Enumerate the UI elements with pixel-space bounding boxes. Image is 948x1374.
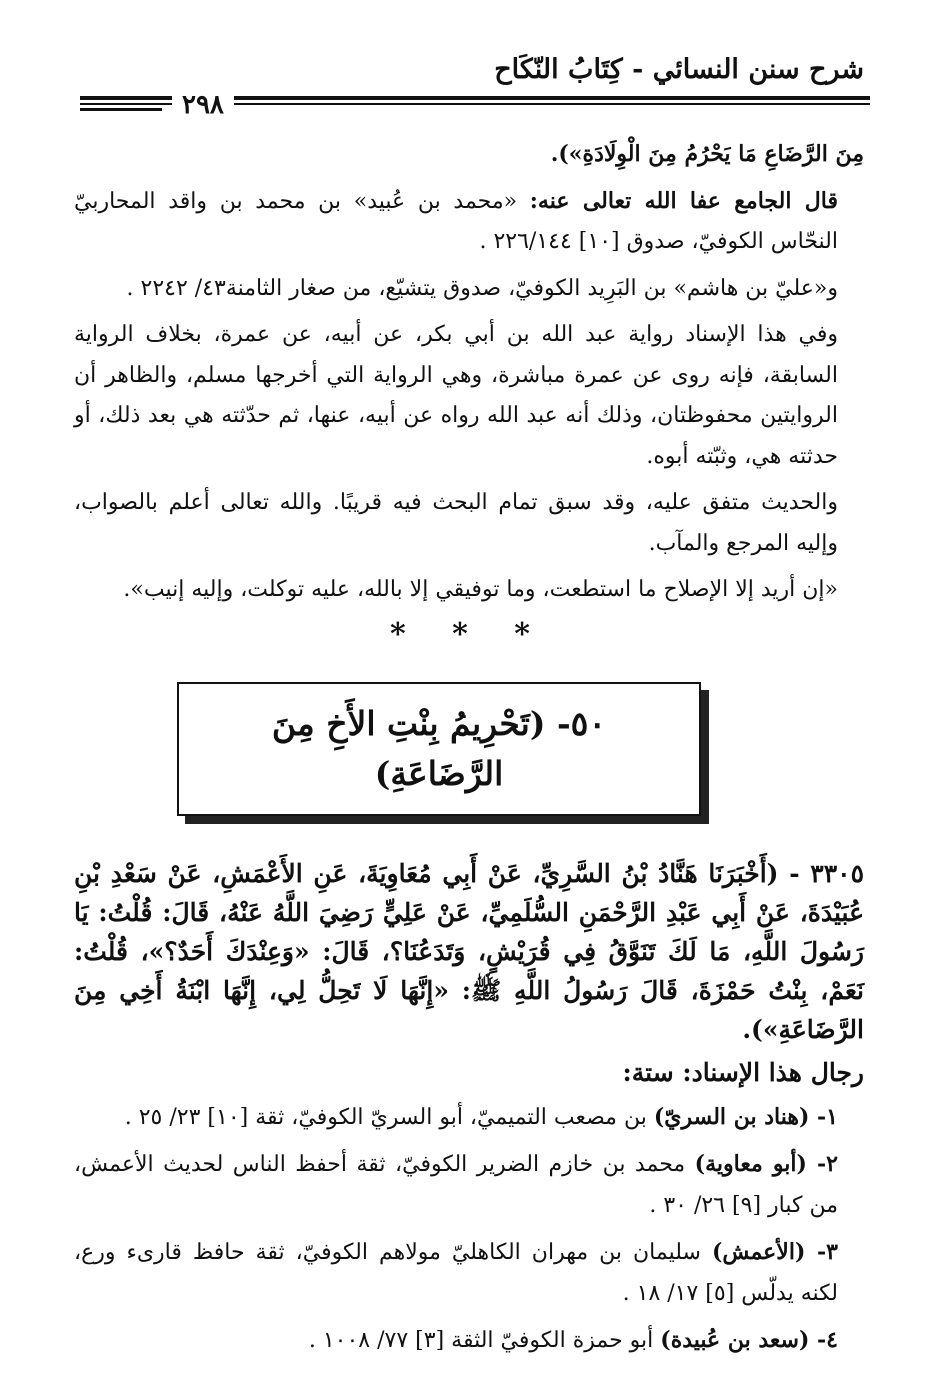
paragraph-isnad-discussion: وفي هذا الإسناد رواية عبد الله بن أبي بكر، عن أبيه، عن عمرة، بخلاف الرواية السابقة، فإنه روى عن عمرة مباشرة، وهي الرواية التي أخرجها مسلم، والظاهر أن الروايتين محفوظتان، وذلك أنه عبد الله رواه عن أبيه، عنها، ثم حدّثته هي بعد ذلك، أو حدثته هي، وثبّته أبوه. bbox=[74, 322, 838, 469]
narrator-entry: ٤- (سعد بن عُبيدة) أبو حمزة الكوفيّ الثقة [٣] ٧٧/ ١٠٠٨ . bbox=[308, 1327, 838, 1353]
isnad-heading: رجال هذا الإسناد: ستة: bbox=[622, 1057, 864, 1087]
commentator-lead: قال الجامع عفا الله تعالى عنه: bbox=[529, 187, 838, 214]
paragraph-commentary bbox=[74, 181, 864, 263]
narrator-name: (الأعمش) bbox=[711, 1239, 806, 1265]
paragraph-conclusion: والحديث متفق عليه، وقد سبق تمام البحث فيه قريبًا. والله تعالى أعلم بالصواب، وإليه المرجع والمآب. bbox=[74, 490, 838, 556]
narrator-entry: ٢- (أبو معاوية) محمد بن خازم الضرير الكوفيّ، ثقة أحفظ الناس لحديث الأعمش، من كبار [٩] ٢٦/ ٣٠ . bbox=[74, 1151, 838, 1218]
chapter-title-line2: الرَّضَاعَةِ) bbox=[374, 753, 504, 793]
narrator-name: (أبو معاوية) bbox=[694, 1151, 807, 1177]
narrator-entry: ٣- (الأعمش) سليمان بن مهران الكاهليّ مولاهم الكوفيّ، ثقة حافظ قارىء ورع، لكنه يدلّس [٥] ١٧/ ١٨ . bbox=[74, 1239, 838, 1306]
header-rule-ornament bbox=[80, 96, 162, 111]
paragraph-quote-end: مِنَ الرَّضَاعِ مَا يَحْرُمُ مِنَ الْوِلَادَةِ»). bbox=[550, 141, 864, 167]
narrator-name: (هناد بن السريّ) bbox=[653, 1103, 810, 1130]
section-separator: * * * bbox=[390, 616, 548, 652]
chapter-heading-box bbox=[177, 682, 701, 816]
narrator-name: (سعد بن عُبيدة) bbox=[660, 1327, 810, 1353]
hadith-text: ٣٣٠٥ - (أَخْبَرَنَا هَنَّادُ بْنُ السَّرِيِّ، عَنْ أَبِي مُعَاوِيَةَ، عَنِ الأَعْمَشِ، عَنْ سَعْدِ بْنِ عُبَيْدَةَ، عَنْ أَبِي عَبْدِ الرَّحْمَنِ السُّلَمِيِّ، عَنْ عَلِيٍّ رَضِيَ اللَّهُ عَنْهُ، قَالَ: قُلْتُ: يَا رَسُولَ اللَّهِ، مَا لَكَ تَنَوَّقُ فِي قُرَيْشٍ، وَتَدَعُنَا؟، قَالَ: «وَعِنْدَكَ أَحَدٌ؟»، قُلْتُ: نَعَمْ، بِنْتُ حَمْزَةَ، قَالَ رَسُولُ اللَّهِ ﷺ: «إِنَّهَا لَا تَحِلُّ لِي، إِنَّهَا ابْنَةُ أَخِي مِنَ الرَّضَاعَةِ»). bbox=[74, 858, 864, 1044]
page-number: ٢٩٨ bbox=[172, 90, 234, 120]
running-header bbox=[80, 48, 870, 118]
paragraph-text: «محمد بن عُبيد» بن محمد بن واقد المحاربيّ النحّاس الكوفيّ، صدوق [١٠] ٢٢٦/١٤٤ . bbox=[74, 188, 838, 254]
book-page bbox=[70, 48, 870, 1353]
paragraph-closing-verse: «إن أريد إلا الإصلاح ما استطعت، وما توفيقي إلا بالله، عليه توكلت، وإليه إنيب». bbox=[123, 577, 838, 602]
narrator-entry: ١- (هناد بن السريّ) بن مصعب التميميّ، أبو السريّ الكوفيّ، ثقة [١٠] ٢٣/ ٢٥ . bbox=[124, 1103, 838, 1130]
chapter-title-line1: ٥٠- (تَحْرِيمُ بِنْتِ الأَخِ مِنَ bbox=[271, 703, 607, 743]
page-body bbox=[74, 134, 864, 1368]
paragraph-narrator-note: و«عليّ بن هاشم» بن البَرِيد الكوفيّ، صدوق يتشيّع، من صغار الثامنة٤٣/ ٢٢٤٢ . bbox=[126, 275, 838, 301]
header-title: شرح سنن النسائي - كِتَابُ النّكَاح bbox=[494, 54, 864, 85]
